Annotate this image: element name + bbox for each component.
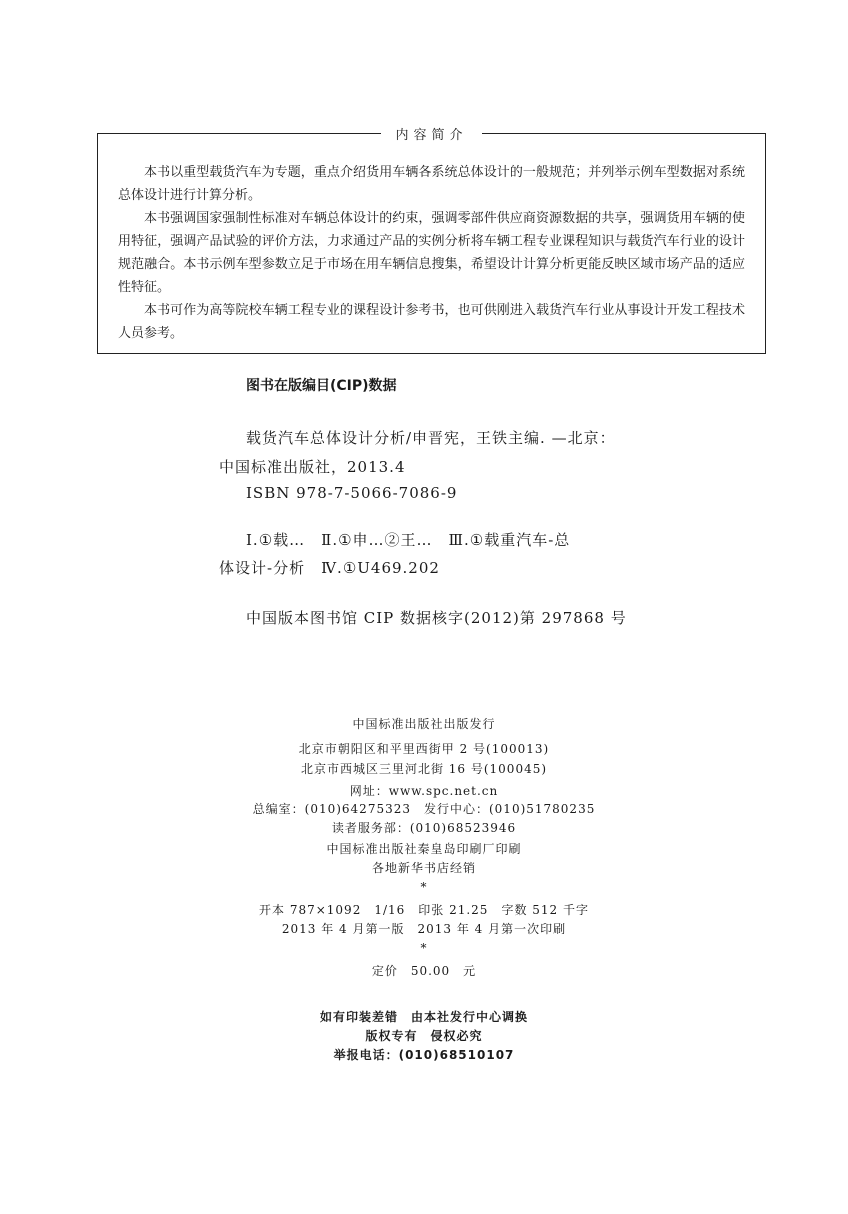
imprint-reader-service: 读者服务部：(010)68523946 xyxy=(331,821,517,835)
imprint-address-1: 北京市朝阳区和平里西街甲 2 号(100013) xyxy=(298,742,550,756)
imprint-format: 开本 787×1092 1/16 印张 21.25 字数 512 千字 xyxy=(259,903,589,917)
imprint-printer: 中国标准出版社秦皇岛印刷厂印刷 xyxy=(326,842,522,856)
summary-title xyxy=(98,124,765,143)
imprint-address-2: 北京市西城区三里河北街 16 号(100045) xyxy=(300,762,548,776)
imprint-publisher: 中国标准出版社出版发行 xyxy=(352,717,496,731)
imprint-distributor: 各地新华书店经销 xyxy=(371,861,476,875)
cip-classification-line-2: 体设计-分析 Ⅳ.①U469.202 xyxy=(219,559,440,577)
cip-title-line: 载货汽车总体设计分析/申晋宪，王铁主编. —北京： xyxy=(246,429,616,447)
imprint-separator: * xyxy=(420,941,428,955)
summary-title-text: 内容简介 xyxy=(381,128,481,143)
cip-record-line: 中国版本图书馆 CIP 数据核字(2012)第 297868 号 xyxy=(246,609,627,627)
imprint-separator: * xyxy=(420,880,428,894)
cip-heading: 图书在版编目(CIP)数据 xyxy=(246,378,397,394)
summary-box xyxy=(97,128,766,354)
imprint-report-phone: 举报电话：(010)68510107 xyxy=(333,1048,515,1062)
summary-paragraph: 本书可作为高等院校车辆工程专业的课程设计参考书，也可供刚进入载货汽车行业从事设计开发工程技术人员参考。 xyxy=(118,303,745,341)
summary-paragraph: 本书以重型载货汽车为专题，重点介绍货用车辆各系统总体设计的一般规范；并列举示例车型数据对系统总体设计进行计算分析。 xyxy=(118,165,745,203)
imprint-notice: 如有印装差错 由本社发行中心调换 xyxy=(319,1010,528,1024)
cip-publisher-line: 中国标准出版社，2013.4 xyxy=(219,458,406,476)
imprint-edition: 2013 年 4 月第一版 2013 年 4 月第一次印刷 xyxy=(281,922,567,936)
cip-isbn-line: ISBN 978-7-5066-7086-9 xyxy=(246,484,458,502)
imprint-price: 定价 50.00 元 xyxy=(371,964,477,978)
summary-body xyxy=(118,161,745,345)
imprint-website: 网址：www.spc.net.cn xyxy=(349,784,499,798)
summary-paragraph: 本书强调国家强制性标准对车辆总体设计的约束，强调零部件供应商资源数据的共享，强调货用车辆的使用特征，强调产品试验的评价方法，力求通过产品的实例分析将车辆工程专业课程知识与载货汽车行业的设计规范融合。本书示例车型参数立足于市场在用车辆信息搜集，希望设计计算分析更能反映区域市场产品的适应性特征。 xyxy=(118,211,745,295)
imprint-copyright: 版权专有 侵权必究 xyxy=(365,1029,483,1043)
imprint-phones: 总编室：(010)64275323 发行中心：(010)51780235 xyxy=(252,802,596,816)
cip-classification-line-1: Ⅰ.①载… Ⅱ.①申…②王… Ⅲ.①载重汽车-总 xyxy=(246,531,571,549)
